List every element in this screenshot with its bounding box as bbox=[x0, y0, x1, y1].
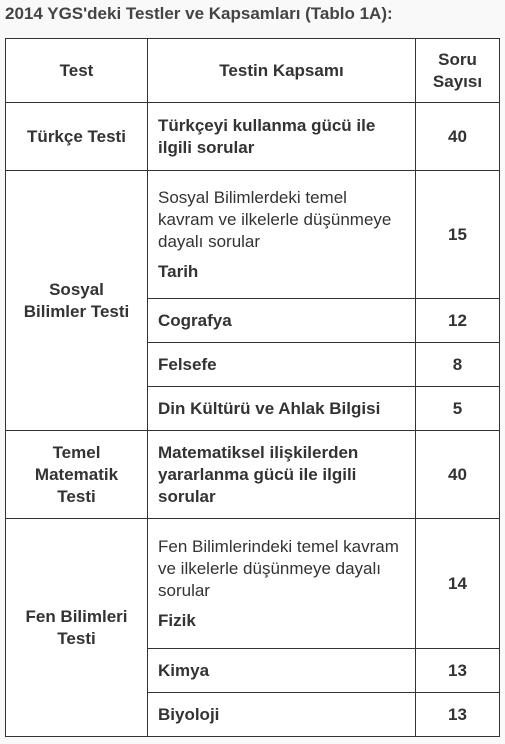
table-row bbox=[6, 519, 500, 649]
table-title: 2014 YGS'deki Testler ve Kapsamları (Tablo 1A): bbox=[5, 4, 393, 23]
subject-name: Din Kültürü ve Ahlak Bilgisi bbox=[148, 387, 416, 431]
subject-name: Cografya bbox=[148, 299, 416, 343]
table-row bbox=[6, 103, 500, 171]
header-row bbox=[6, 39, 500, 103]
table-row bbox=[6, 171, 500, 299]
question-count: 14 bbox=[416, 519, 500, 649]
header-scope: Testin Kapsamı bbox=[148, 39, 416, 103]
header-count bbox=[416, 39, 500, 103]
ygs-tests-table bbox=[5, 38, 500, 737]
test-name: Sosyal Bilimler Testi bbox=[6, 171, 148, 431]
subject-name: Biyoloji bbox=[148, 693, 416, 737]
test-scope: Matematiksel ilişkilerden yararlanma gücü ile ilgili sorular bbox=[148, 431, 416, 519]
test-name: Temel Matematik Testi bbox=[6, 431, 148, 519]
question-count: 5 bbox=[416, 387, 500, 431]
test-scope bbox=[148, 519, 416, 649]
subject-name: Felsefe bbox=[148, 343, 416, 387]
question-count: 15 bbox=[416, 171, 500, 299]
test-scope bbox=[148, 171, 416, 299]
table-row bbox=[6, 431, 500, 519]
subject-name: Kimya bbox=[148, 649, 416, 693]
question-count: 12 bbox=[416, 299, 500, 343]
question-count: 40 bbox=[416, 103, 500, 171]
header-count-line2: Sayısı bbox=[432, 71, 483, 91]
subject-name: Tarih bbox=[158, 261, 199, 281]
test-name: Fen Bilimleri Testi bbox=[6, 519, 148, 737]
test-name: Türkçe Testi bbox=[6, 103, 148, 171]
header-test: Test bbox=[6, 39, 148, 103]
question-count: 13 bbox=[416, 649, 500, 693]
scope-description: Fen Bilimlerindeki temel kavram ve ilkelerle düşünmeye dayalı sorular bbox=[158, 536, 399, 600]
question-count: 13 bbox=[416, 693, 500, 737]
question-count: 8 bbox=[416, 343, 500, 387]
subject-name: Fizik bbox=[158, 610, 196, 630]
question-count: 40 bbox=[416, 431, 500, 519]
header-count-line1: Soru bbox=[438, 49, 477, 69]
test-scope: Türkçeyi kullanma gücü ile ilgili sorular bbox=[148, 103, 416, 171]
scope-description: Sosyal Bilimlerdeki temel kavram ve ilkelerle düşünmeye dayalı sorular bbox=[158, 187, 392, 251]
